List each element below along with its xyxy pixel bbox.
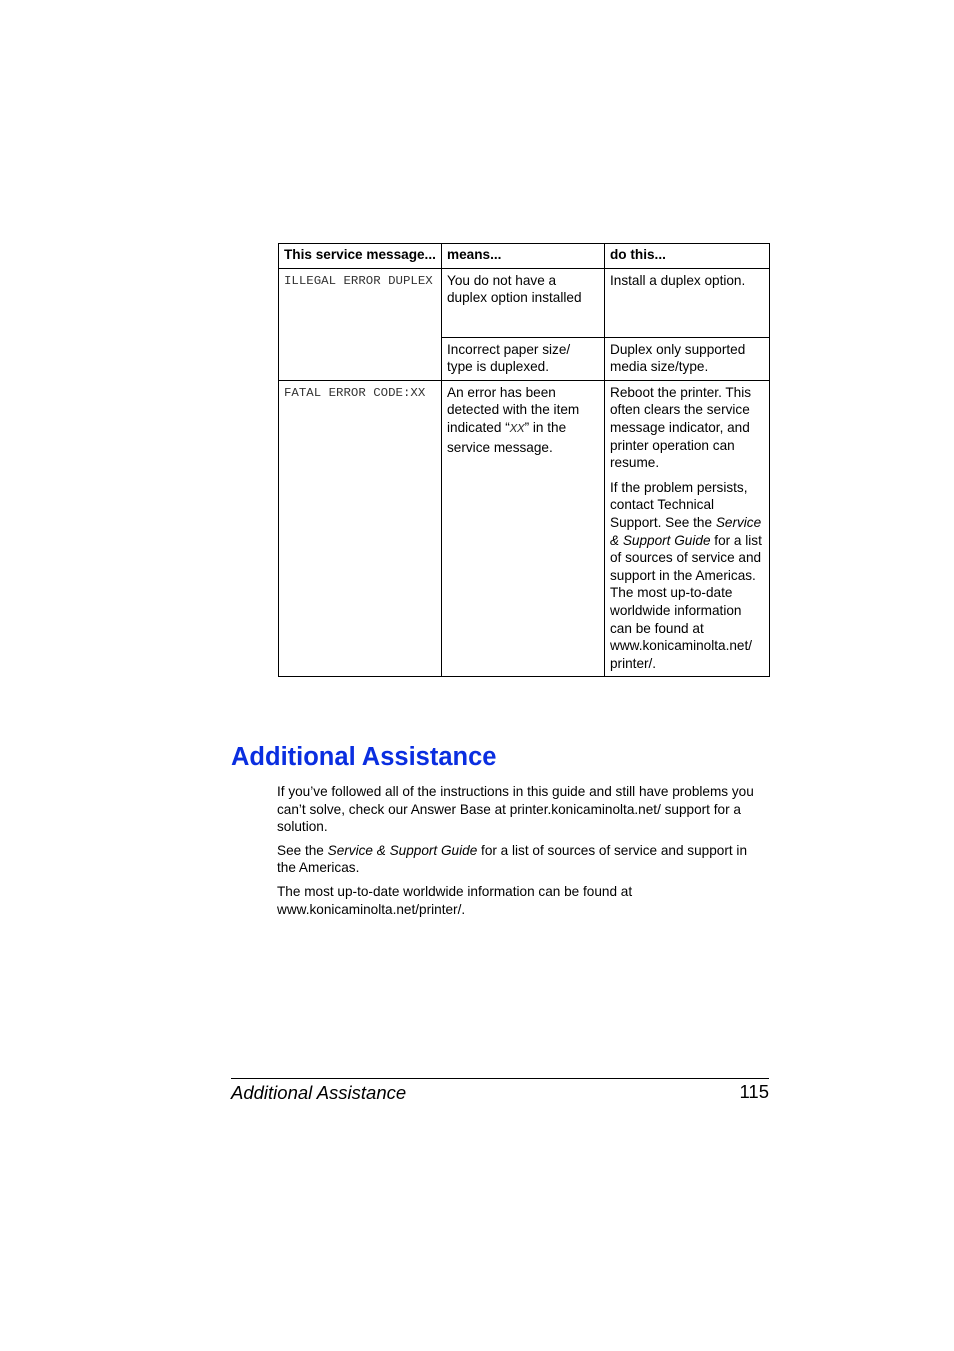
section-body — [277, 783, 769, 924]
fatal-error-do-text-1: If the problem persists, contact Technical Support. See the — [610, 479, 748, 530]
service-support-guide-title: Service & Support Guide — [610, 514, 762, 548]
illegal-error-do-1: Install a duplex option. — [605, 268, 770, 337]
table-row — [279, 380, 770, 677]
body-paragraph-2-text-2: for a list of sources of service and support in the Americas. — [277, 842, 748, 876]
fatal-error-do — [605, 380, 770, 677]
table-row — [279, 268, 770, 337]
header-means: means... — [442, 244, 605, 269]
illegal-error-do-2: Duplex only supported media size/type. — [605, 337, 770, 380]
service-message-table — [278, 243, 770, 677]
header-do-this: do this... — [605, 244, 770, 269]
illegal-error-code: ILLEGAL ERROR DUPLEX — [279, 268, 442, 380]
body-paragraph-3: The most up-to-date worldwide information can be found at www.konicaminolta.net/printer/. — [277, 883, 633, 917]
illegal-error-means-1: You do not have a duplex option installed — [442, 268, 605, 337]
fatal-error-do-para-1: Reboot the printer. This often clears the service message indicator, and printer operation can resume. — [610, 384, 752, 471]
fatal-error-code: FATAL ERROR CODE:XX — [279, 380, 442, 677]
fatal-error-means-code: XX — [509, 421, 525, 436]
footer-title: Additional Assistance — [231, 1082, 407, 1103]
footer-divider — [231, 1078, 769, 1079]
header-service-message: This service message... — [279, 244, 442, 269]
body-paragraph-1: If you’ve followed all of the instructions in this guide and still have problems you can’t solve, check our Answer Base at printer.konicaminolta.net/ support for a solution. — [277, 784, 754, 835]
fatal-error-means — [442, 380, 605, 677]
service-support-guide-title: Service & Support Guide — [327, 842, 478, 858]
fatal-error-means-text-2: ” in the service message. — [447, 419, 567, 455]
table-header-row — [279, 244, 770, 269]
fatal-error-do-text-2: for a list of sources of service and support in the Americas. The most up-to-date worldwide information can be found at www.konicaminolta.net/ printer/. — [610, 532, 762, 671]
page-number: 115 — [739, 1081, 769, 1102]
body-paragraph-2-text-1: See the — [277, 842, 328, 858]
fatal-error-do-para-2 — [610, 479, 764, 673]
illegal-error-means-2: Incorrect paper size/ type is duplexed. — [442, 337, 605, 380]
section-heading: Additional Assistance — [231, 743, 497, 771]
body-paragraph-2 — [277, 842, 769, 877]
fatal-error-means-text-1: An error has been detected with the item indicated “ — [447, 384, 580, 435]
